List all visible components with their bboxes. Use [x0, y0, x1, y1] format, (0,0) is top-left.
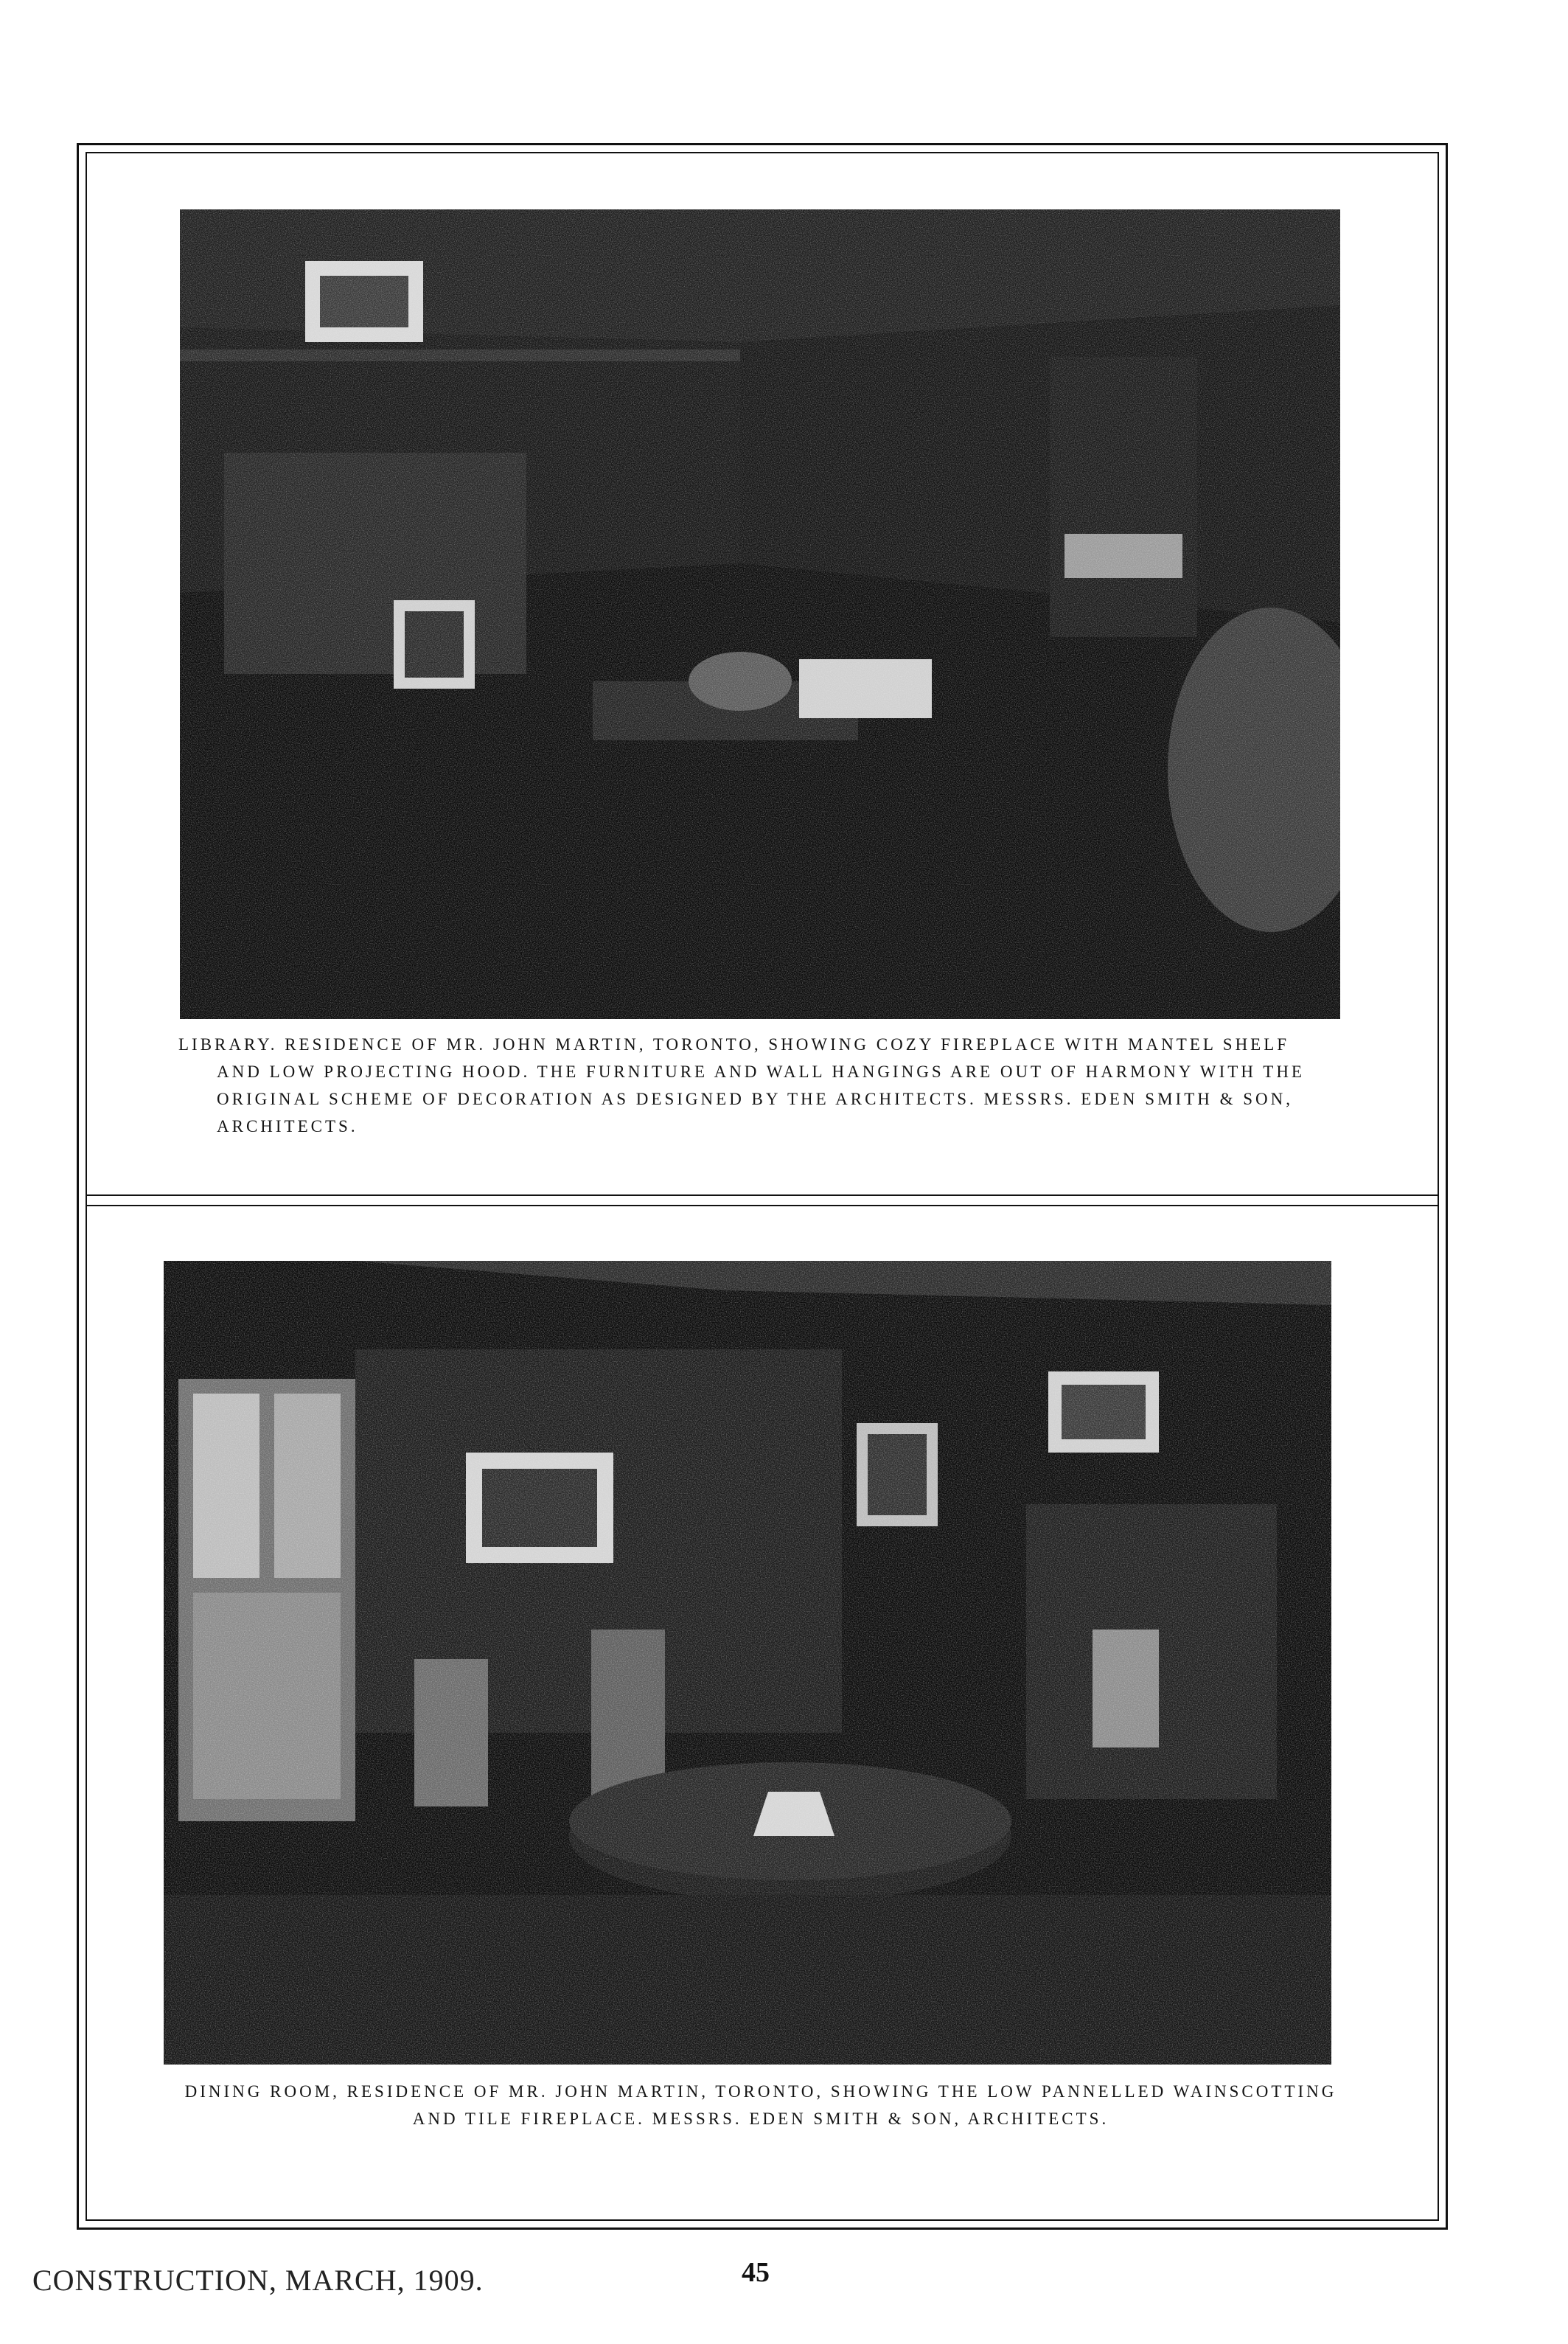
panel-divider-inner — [86, 1205, 1439, 1206]
caption-line: AND TILE FIREPLACE. MESSRS. EDEN SMITH & SON, ARCHITECTS. — [412, 2110, 1109, 2128]
caption-line: ORIGINAL SCHEME OF DECORATION AS DESIGNED BY THE ARCHITECTS. MESSRS. EDEN SMITH & SON, — [217, 1090, 1294, 1108]
caption-line: LIBRARY. RESIDENCE OF MR. JOHN MARTIN, TORONTO, SHOWING COZY FIREPLACE WITH MANTEL SHELF — [178, 1035, 1290, 1054]
panel-divider — [86, 1194, 1439, 1196]
dining-room-photo — [164, 1261, 1331, 2065]
page-number: 45 — [742, 2257, 770, 2288]
caption-line: AND LOW PROJECTING HOOD. THE FURNITURE AND WALL HANGINGS ARE OUT OF HARMONY WITH THE — [217, 1063, 1305, 1081]
caption-line: DINING ROOM, RESIDENCE OF MR. JOHN MARTIN, TORONTO, SHOWING THE LOW PANNELLED WAINSCOTTING — [184, 2082, 1337, 2101]
caption-line: ARCHITECTS. — [217, 1117, 358, 1136]
journal-footer: CONSTRUCTION, MARCH, 1909. — [32, 2264, 484, 2297]
dining-room-caption — [171, 2078, 1351, 2132]
library-caption — [178, 1031, 1358, 1140]
library-photo — [180, 209, 1340, 1019]
